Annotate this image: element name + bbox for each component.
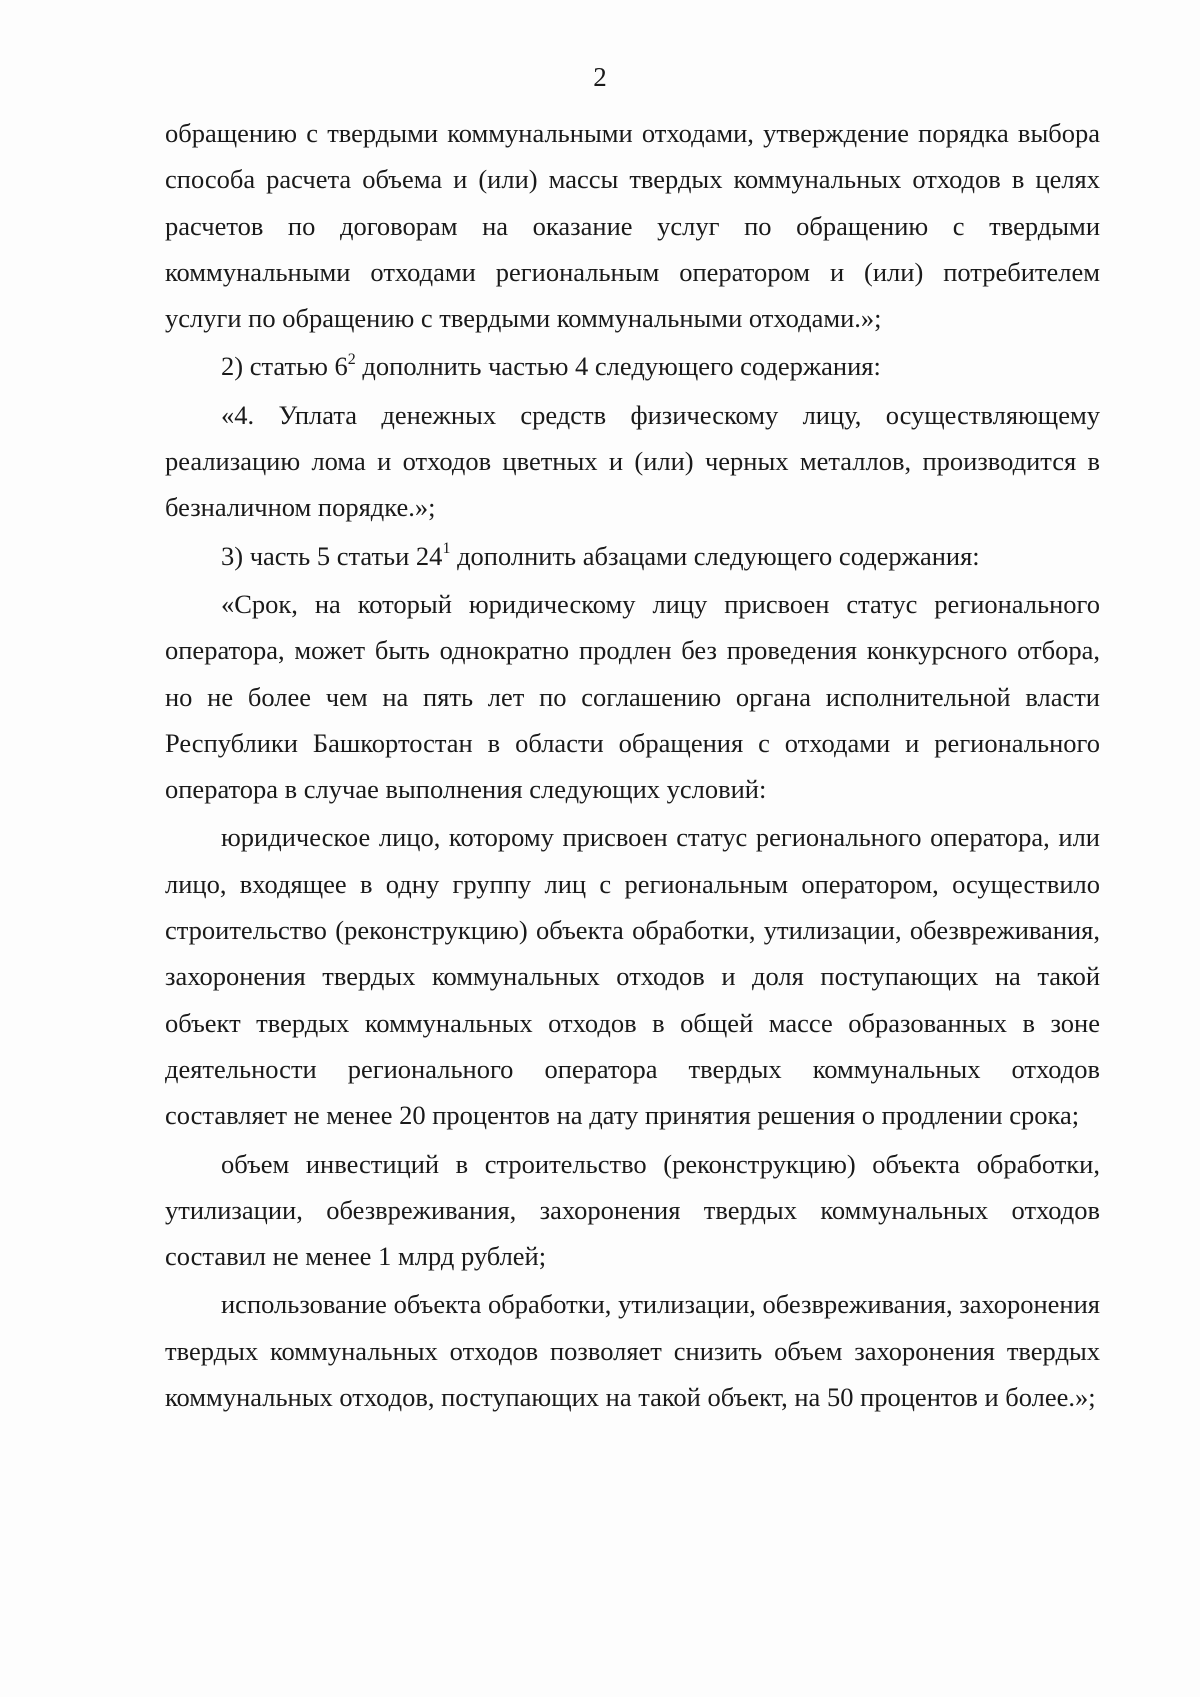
paragraph-item-3 [165,533,1100,579]
item-2-text-rest: дополнить частью 4 следующего содержания: [355,351,881,382]
document-body [165,110,1100,1420]
item-2-superscript: 2 [347,350,356,368]
paragraph-part-4: «4. Уплата денежных средств физическому лицу, осуществляющему реализацию лома и отходов цветных и (или) черных металлов, производится в безналичном порядке.»; [165,399,1100,523]
paragraph-item-2 [165,343,1100,389]
item-2-text: 2) статью 6 [221,351,348,382]
paragraph-term-extension: «Срок, на который юридическому лицу присвоен статус регионального оператора, может быть однократно продлен без проведения конкурсного отбора, но не более чем на пять лет по соглашению органа исполнительной власти Республики Башкортостан в области обращения с отходами и регионального оператора в случае выполнения следующих условий: [165,588,1100,805]
item-3-superscript: 1 [442,539,451,557]
paragraph-continuation: обращению с твердыми коммунальными отходами, утверждение порядка выбора способа расчета объема и (или) массы твердых коммунальных отходов в целях расчетов по договорам на оказание услуг по обращению с твердыми коммунальными отходами региональным оператором и (или) потребителем услуги по обращению с твердыми коммунальными отходами.»; [165,118,1100,334]
paragraph-condition-3: использование объекта обработки, утилизации, обезвреживания, захоронения твердых коммунальных отходов позволяет снизить объем захоронения твердых коммунальных отходов, поступающих на такой объект, на 50 процентов и более.»; [165,1289,1100,1413]
page-number: 2 [593,62,607,92]
item-3-text-rest: дополнить абзацами следующего содержания: [450,540,980,571]
paragraph-condition-1: юридическое лицо, которому присвоен статус регионального оператора, или лицо, входящее в одну группу лиц с региональным оператором, осуществило строительство (реконструкцию) объекта обработки, утилизации, обезвреживания, захоронения твердых коммунальных отходов и доля поступающих на такой объект твердых коммунальных отходов в общей массе образованных в зоне деятельности регионального оператора твердых коммунальных отходов составляет не менее 20 процентов на дату принятия решения о продлении срока; [165,822,1100,1131]
paragraph-condition-2: объем инвестиций в строительство (реконструкцию) объекта обработки, утилизации, обезвреживания, захоронения твердых коммунальных отходов составил не менее 1 млрд рублей; [165,1148,1100,1272]
item-3-text: 3) часть 5 статьи 24 [221,540,443,571]
